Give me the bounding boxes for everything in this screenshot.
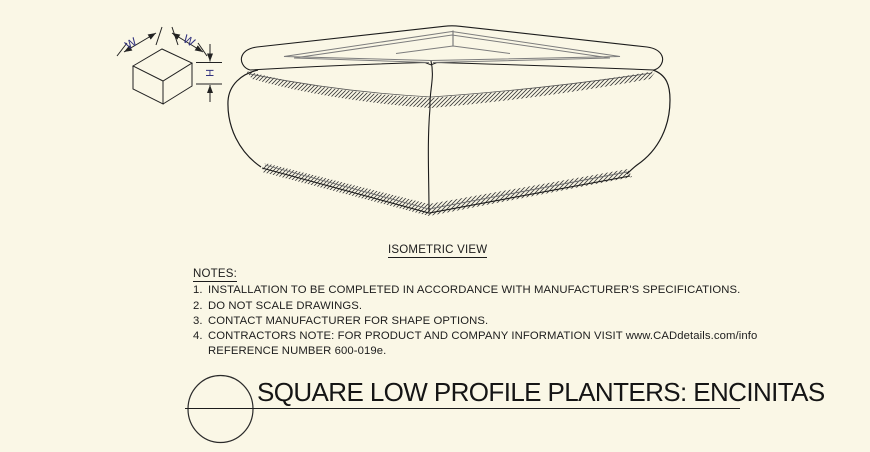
height-label: H [203,69,215,77]
note-text: CONTACT MANUFACTURER FOR SHAPE OPTIONS. [208,315,489,327]
planter-isometric-drawing [228,26,670,216]
body-front-corner-line [428,61,432,212]
notes-heading-text: NOTES: [193,268,238,280]
note-number: 1. [193,284,203,296]
detail-reference-circle [188,376,253,443]
note-item-4-continuation [208,345,386,357]
note-number: 2. [193,300,203,312]
isometric-view-caption-text: ISOMETRIC VIEW [388,244,488,256]
rim-bottom-edge [250,63,654,71]
notes-heading [193,268,237,280]
cube-right-face [163,63,192,104]
sheet-title: SQUARE LOW PROFILE PLANTERS: ENCINITAS [257,377,825,407]
note-text: REFERENCE NUMBER 600-019e. [208,345,387,357]
isometric-view-caption [388,244,487,256]
note-text: CONTRACTORS NOTE: FOR PRODUCT AND COMPANY INFORMATION VISIT www.CADdetails.com/info [208,330,758,342]
cube-top-face [133,49,192,81]
note-item-3 [193,315,488,327]
width-label-right: W [180,31,198,50]
note-text: DO NOT SCALE DRAWINGS. [208,300,363,312]
note-item-1 [193,284,740,296]
body-left-silhouette [228,70,261,167]
note-item-4 [193,330,757,342]
note-number: 3. [193,315,203,327]
width-label-left: W [122,34,140,53]
title-rule-line [185,408,740,409]
note-number: 4. [193,330,203,342]
note-item-2 [193,300,362,312]
shoulder-hatch-band [246,71,656,108]
title-block-graphics [188,376,253,443]
wh-dimension-labels [122,32,215,77]
body-right-silhouette [627,70,670,174]
base-hatch-band [262,163,632,216]
dim-tick [156,27,162,45]
note-text: INSTALLATION TO BE COMPLETED IN ACCORDANCE WITH MANUFACTURER'S SPECIFICATIONS. [208,284,741,296]
opening-inner-wall-edges [396,46,510,54]
cube-left-face [133,66,163,104]
